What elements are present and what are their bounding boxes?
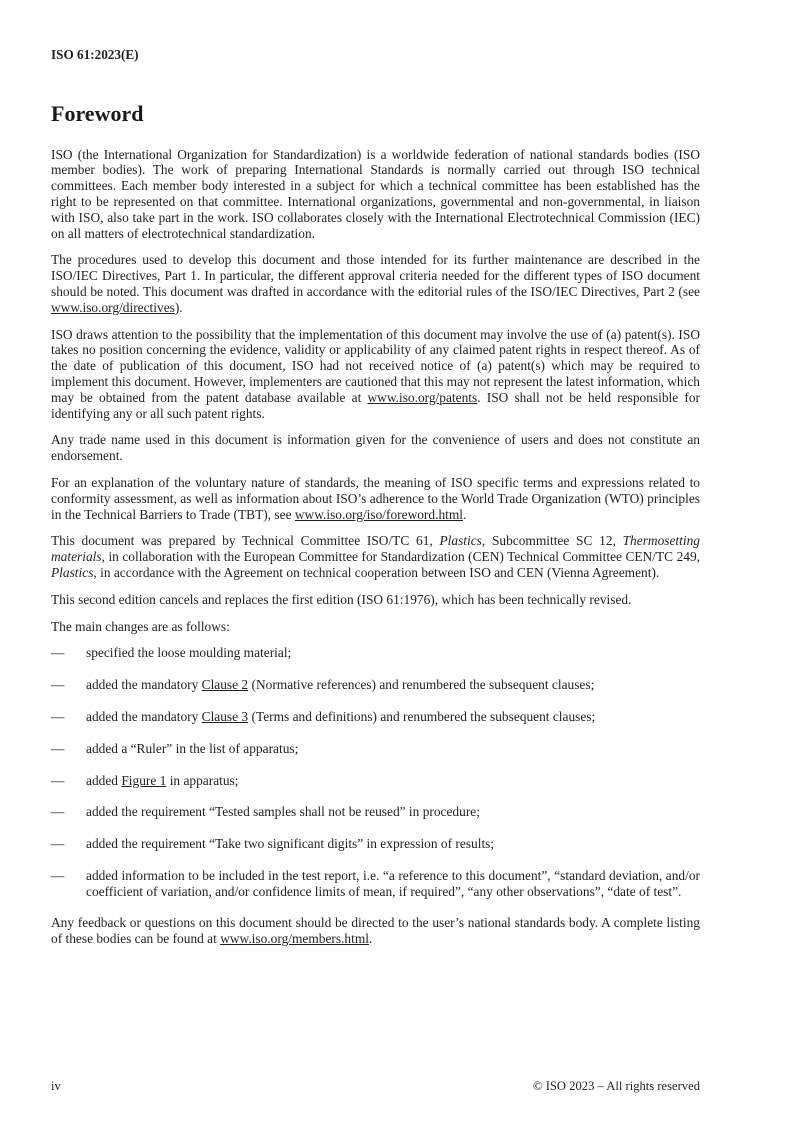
- text-segment: Any trade name used in this document is information given for the convenience of users and does not constitute an endorsement.: [51, 432, 700, 464]
- list-dash: —: [51, 867, 65, 883]
- list-item: [51, 709, 700, 725]
- page-number: iv: [51, 1079, 61, 1094]
- text-segment: This document was prepared by Technical Committee ISO/TC 61,: [51, 533, 440, 549]
- list-item-text: [86, 804, 700, 820]
- text-segment: . ISO shall not be held responsible for identifying any or all such patent rights.: [51, 389, 700, 421]
- paragraph-iso-intro: [51, 147, 700, 242]
- members-link[interactable]: www.iso.org/members.html: [220, 931, 369, 947]
- list-item: [51, 741, 700, 757]
- text-segment: added: [86, 772, 122, 788]
- italic-segment: Plastics: [51, 564, 94, 580]
- paragraph-committee: [51, 533, 700, 580]
- paragraph-main-changes: [51, 619, 700, 635]
- list-item-text: [86, 836, 700, 852]
- text-segment: The procedures used to develop this document and those intended for its further maintenance are described in the ISO/IEC Directives, Part 1. In particular, the different approval criteria needed for the different types of ISO document should be noted. This document was drafted in accordance with the editorial rules of the ISO/IEC Directives, Part 2 (see: [51, 252, 700, 299]
- list-item: [51, 677, 700, 693]
- patents-link[interactable]: www.iso.org/patents: [367, 389, 478, 405]
- list-dash: —: [51, 836, 65, 852]
- text-segment: (Normative references) and renumbered the subsequent clauses;: [248, 677, 595, 693]
- text-segment: , in accordance with the Agreement on technical cooperation between ISO and CEN (Vienna Agreement).: [93, 564, 660, 580]
- list-item: [51, 804, 700, 820]
- document-id: ISO 61:2023(E): [51, 47, 139, 62]
- clause-2-link[interactable]: Clause 2: [201, 677, 249, 693]
- page-title: Foreword: [51, 100, 144, 126]
- list-item-text: [86, 773, 700, 789]
- paragraph-second-edition: [51, 592, 700, 608]
- text-segment: added the mandatory: [86, 708, 202, 724]
- text-segment: added information to be included in the test report, i.e. “a reference to this document”, “standard deviation, and/or coefficient of variation, and/or confidence limits of mean, if required”, “any other observations”, “date of test”.: [86, 867, 700, 899]
- text-segment: .: [463, 506, 467, 522]
- text-segment: ISO draws attention to the possibility that the implementation of this document may involve the use of (a) patent(s). ISO takes no position concerning the evidence, validity or applicability of any claimed patent rights in respect thereof. As of the date of publication of this document, ISO had not received notice of (a) patent(s) which may be required to implement this document. However, implementers are cautioned that this may not represent the latest information, which may be obtained from the patent database available at: [51, 326, 700, 405]
- text-segment: added the requirement “Take two significant digits” in expression of results;: [86, 836, 495, 852]
- changes-list: [51, 645, 700, 899]
- paragraph-procedures: [51, 252, 700, 315]
- list-item: [51, 773, 700, 789]
- list-dash: —: [51, 772, 65, 788]
- italic-segment: Thermosetting materials: [51, 533, 700, 565]
- list-item: [51, 836, 700, 852]
- figure-1-link[interactable]: Figure 1: [121, 772, 167, 788]
- list-item-text: [86, 868, 700, 900]
- text-segment: added the mandatory: [86, 677, 202, 693]
- text-segment: Any feedback or questions on this document should be directed to the user’s national standards body. A complete listing of these bodies can be found at: [51, 915, 700, 947]
- text-segment: added a “Ruler” in the list of apparatus;: [86, 740, 299, 756]
- text-segment: added the requirement “Tested samples shall not be reused” in procedure;: [86, 804, 480, 820]
- list-dash: —: [51, 740, 65, 756]
- text-segment: .: [368, 931, 373, 947]
- list-item: [51, 868, 700, 900]
- paragraph-wto: [51, 475, 700, 522]
- list-item: [51, 645, 700, 661]
- text-segment: The main changes are as follows:: [51, 618, 230, 634]
- text-segment: This second edition cancels and replaces the first edition (ISO 61:1976), which has been technically revised.: [51, 591, 632, 607]
- text-segment: ISO (the International Organization for Standardization) is a worldwide federation of national standards bodies (ISO member bodies). The work of preparing International Standards is normally carried out through ISO technical committees. Each member body interested in a subject for which a technical committee has been established has the right to be represented on that committee. International organizations, governmental and non-governmental, in liaison with ISO, also take part in the work. ISO collaborates closely with the International Electrotechnical Commission (IEC) on all matters of electrotechnical standardization.: [51, 146, 700, 241]
- list-dash: —: [51, 677, 65, 693]
- page-footer: [51, 1079, 700, 1095]
- list-dash: —: [51, 645, 65, 661]
- list-dash: —: [51, 804, 65, 820]
- text-segment: , Subcommittee SC 12,: [481, 533, 623, 549]
- list-item-text: [86, 677, 700, 693]
- text-segment: (Terms and definitions) and renumbered the subsequent clauses;: [248, 708, 596, 724]
- paragraph-trade-name: [51, 432, 700, 464]
- foreword-html-link[interactable]: www.iso.org/iso/foreword.html: [294, 506, 463, 522]
- list-dash: —: [51, 708, 65, 724]
- list-item-text: [86, 645, 700, 661]
- copyright-notice: © ISO 2023 – All rights reserved: [533, 1079, 700, 1094]
- text-segment: ).: [174, 299, 183, 315]
- text-segment: specified the loose moulding material;: [86, 645, 292, 661]
- paragraph-feedback: [51, 915, 700, 947]
- text-segment: For an explanation of the voluntary nature of standards, the meaning of ISO specific terms and expressions related to conformity assessment, as well as information about ISO’s adherence to the World Trade Organization (WTO) principles in the Technical Barriers to Trade (TBT), see: [51, 474, 700, 522]
- directives-link[interactable]: www.iso.org/directives: [51, 299, 175, 315]
- text-segment: in apparatus;: [166, 772, 239, 788]
- paragraph-patents: [51, 327, 700, 422]
- list-item-text: [86, 741, 700, 757]
- italic-segment: Plastics: [439, 533, 482, 549]
- clause-3-link[interactable]: Clause 3: [201, 708, 249, 724]
- list-item-text: [86, 709, 700, 725]
- text-segment: , in collaboration with the European Committee for Standardization (CEN) Technical Committee CEN/TC 249,: [101, 549, 700, 565]
